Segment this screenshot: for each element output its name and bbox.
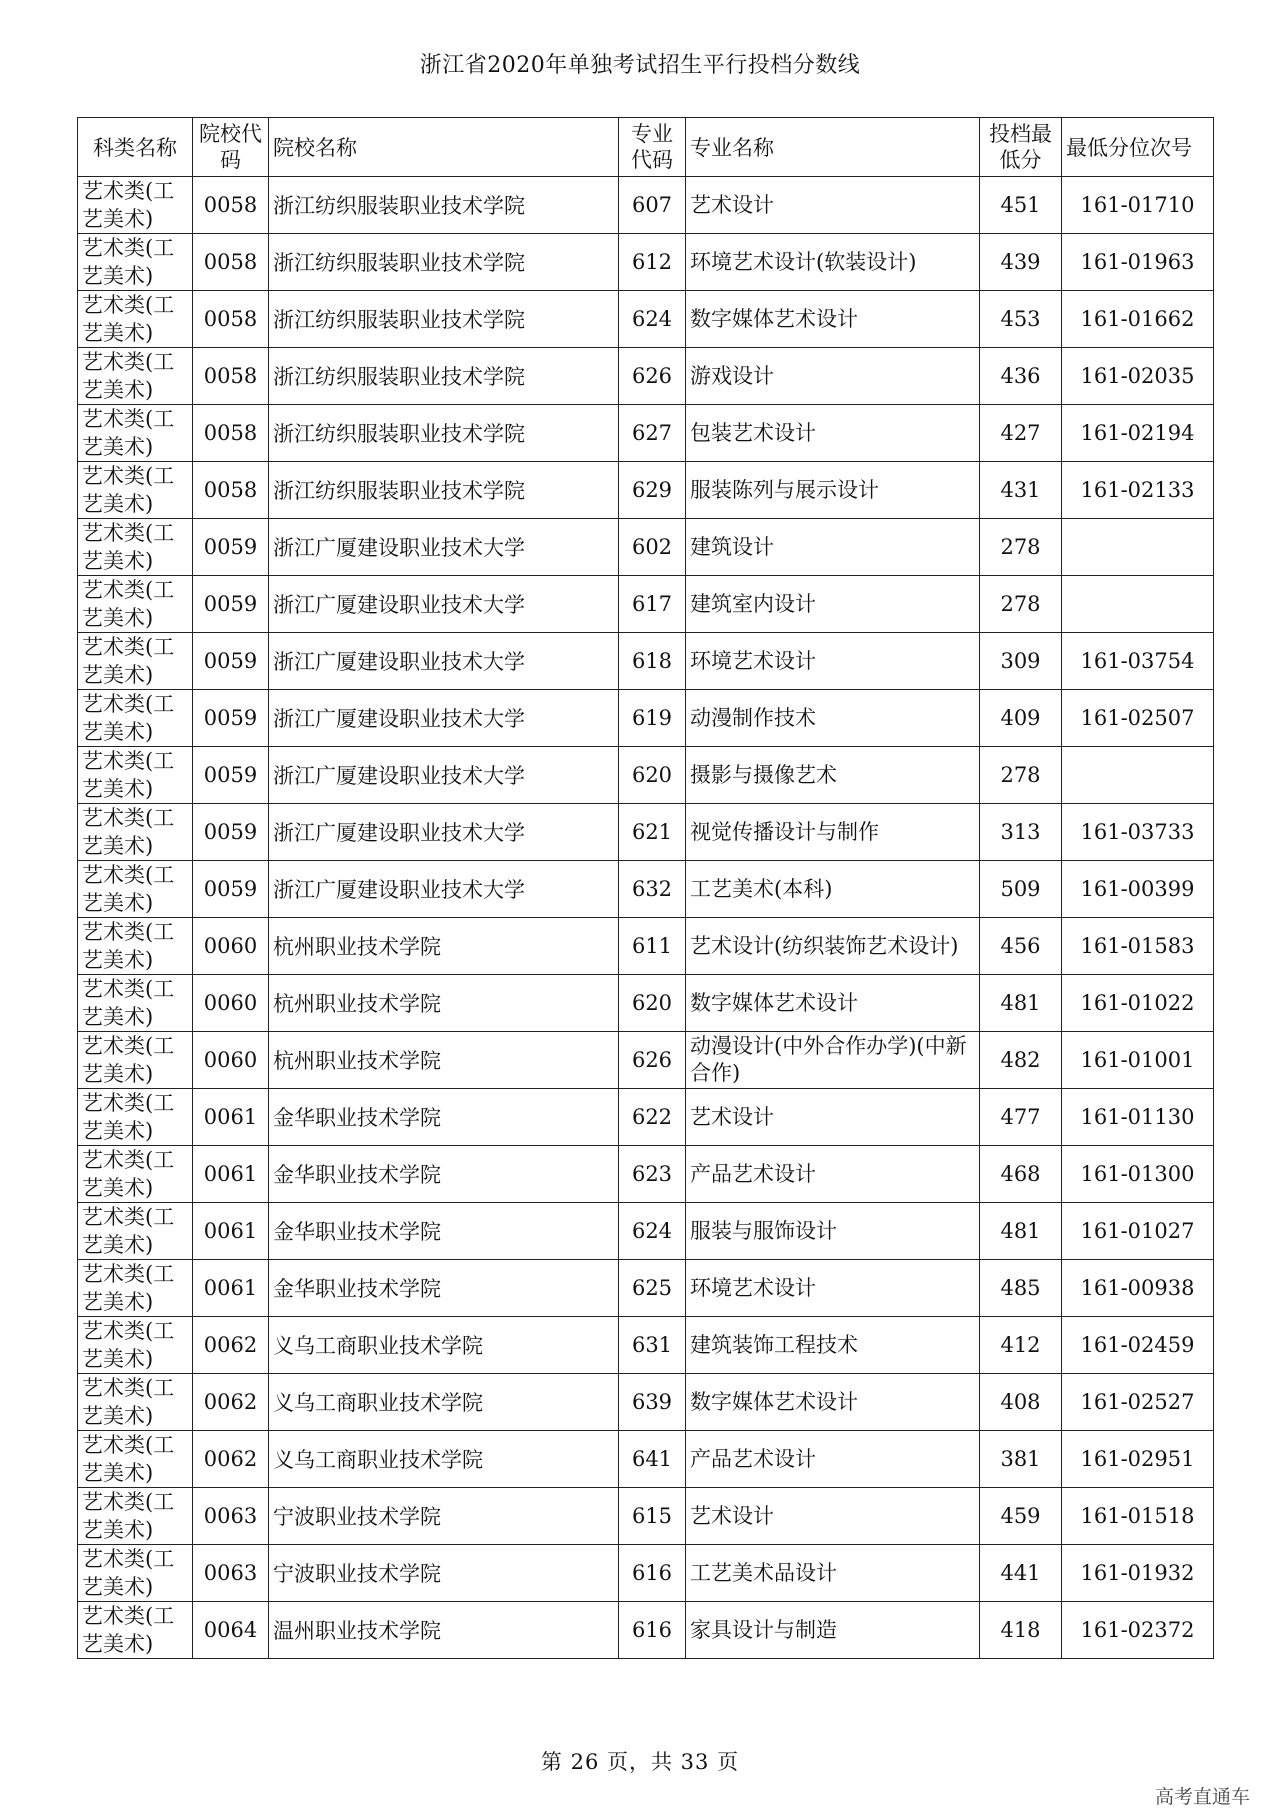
- cell-major-name: 游戏设计: [686, 348, 980, 405]
- cell-min-rank: 161-01130: [1062, 1089, 1214, 1146]
- cell-min-score: 477: [980, 1089, 1062, 1146]
- cell-min-rank: 161-02527: [1062, 1374, 1214, 1431]
- cell-school-name: 浙江纺织服装职业技术学院: [269, 234, 619, 291]
- cell-school-name: 义乌工商职业技术学院: [269, 1374, 619, 1431]
- cell-min-rank: [1062, 576, 1214, 633]
- cell-major-code: 621: [619, 804, 686, 861]
- cell-major-name: 艺术设计: [686, 1488, 980, 1545]
- cell-school-code: 0062: [193, 1374, 269, 1431]
- cell-min-rank: 161-03754: [1062, 633, 1214, 690]
- cell-min-rank: 161-00399: [1062, 861, 1214, 918]
- cell-school-code: 0059: [193, 804, 269, 861]
- cell-min-rank: [1062, 519, 1214, 576]
- cell-category: 艺术类(工艺美术): [78, 1032, 193, 1089]
- cell-min-score: 278: [980, 519, 1062, 576]
- cell-min-rank: 161-01932: [1062, 1545, 1214, 1602]
- table-row: [78, 633, 1214, 690]
- cell-category: 艺术类(工艺美术): [78, 177, 193, 234]
- page-footer: 第 26 页，共 33 页: [540, 1750, 740, 1774]
- cell-major-code: 611: [619, 918, 686, 975]
- table-row: [78, 1374, 1214, 1431]
- cell-min-score: 451: [980, 177, 1062, 234]
- cell-min-score: 436: [980, 348, 1062, 405]
- table-row: [78, 519, 1214, 576]
- cell-school-code: 0063: [193, 1545, 269, 1602]
- table-row: [78, 1089, 1214, 1146]
- table-row: [78, 1146, 1214, 1203]
- cell-category: 艺术类(工艺美术): [78, 576, 193, 633]
- table-row: [78, 1545, 1214, 1602]
- cell-min-rank: 161-00938: [1062, 1260, 1214, 1317]
- cell-major-name: 建筑装饰工程技术: [686, 1317, 980, 1374]
- cell-category: 艺术类(工艺美术): [78, 1545, 193, 1602]
- cell-min-score: 468: [980, 1146, 1062, 1203]
- cell-major-code: 623: [619, 1146, 686, 1203]
- cell-category: 艺术类(工艺美术): [78, 690, 193, 747]
- cell-min-rank: 161-01662: [1062, 291, 1214, 348]
- cell-school-code: 0058: [193, 291, 269, 348]
- cell-school-code: 0061: [193, 1203, 269, 1260]
- cell-school-code: 0063: [193, 1488, 269, 1545]
- cell-min-score: 408: [980, 1374, 1062, 1431]
- cell-min-score: 485: [980, 1260, 1062, 1317]
- cell-school-name: 杭州职业技术学院: [269, 918, 619, 975]
- cell-min-score: 509: [980, 861, 1062, 918]
- cell-major-code: 602: [619, 519, 686, 576]
- cell-major-code: 616: [619, 1602, 686, 1659]
- cell-major-name: 环境艺术设计: [686, 1260, 980, 1317]
- cell-major-code: 619: [619, 690, 686, 747]
- cell-school-name: 杭州职业技术学院: [269, 1032, 619, 1089]
- cell-major-name: 环境艺术设计: [686, 633, 980, 690]
- table-row: [78, 1317, 1214, 1374]
- cell-school-code: 0059: [193, 519, 269, 576]
- cell-category: 艺术类(工艺美术): [78, 1488, 193, 1545]
- cell-min-rank: 161-01583: [1062, 918, 1214, 975]
- cell-major-name: 视觉传播设计与制作: [686, 804, 980, 861]
- cell-major-code: 639: [619, 1374, 686, 1431]
- cell-min-rank: 161-01710: [1062, 177, 1214, 234]
- table-row: [78, 747, 1214, 804]
- cell-major-name: 工艺美术品设计: [686, 1545, 980, 1602]
- cell-major-name: 数字媒体艺术设计: [686, 975, 980, 1032]
- cell-min-rank: 161-02951: [1062, 1431, 1214, 1488]
- cell-school-name: 宁波职业技术学院: [269, 1545, 619, 1602]
- cell-school-code: 0059: [193, 633, 269, 690]
- cell-major-code: 622: [619, 1089, 686, 1146]
- cell-school-name: 浙江纺织服装职业技术学院: [269, 291, 619, 348]
- cell-major-code: 620: [619, 975, 686, 1032]
- cell-major-name: 动漫设计(中外合作办学)(中新合作): [686, 1032, 980, 1089]
- cell-school-name: 宁波职业技术学院: [269, 1488, 619, 1545]
- cell-major-code: 618: [619, 633, 686, 690]
- cell-category: 艺术类(工艺美术): [78, 861, 193, 918]
- cell-school-code: 0060: [193, 918, 269, 975]
- cell-school-name: 杭州职业技术学院: [269, 975, 619, 1032]
- cell-major-code: 624: [619, 291, 686, 348]
- table-header-row: [78, 118, 1214, 177]
- cell-category: 艺术类(工艺美术): [78, 1089, 193, 1146]
- cell-category: 艺术类(工艺美术): [78, 1374, 193, 1431]
- cell-school-code: 0058: [193, 405, 269, 462]
- cell-major-name: 艺术设计: [686, 1089, 980, 1146]
- cell-school-name: 浙江纺织服装职业技术学院: [269, 462, 619, 519]
- cell-min-score: 427: [980, 405, 1062, 462]
- cell-min-score: 456: [980, 918, 1062, 975]
- table-row: [78, 234, 1214, 291]
- cell-min-score: 278: [980, 576, 1062, 633]
- cell-category: 艺术类(工艺美术): [78, 1602, 193, 1659]
- cell-min-score: 418: [980, 1602, 1062, 1659]
- cell-min-rank: 161-01963: [1062, 234, 1214, 291]
- cell-major-name: 数字媒体艺术设计: [686, 291, 980, 348]
- table-body: [78, 177, 1214, 1659]
- cell-min-rank: 161-02194: [1062, 405, 1214, 462]
- cell-category: 艺术类(工艺美术): [78, 1203, 193, 1260]
- cell-major-code: 626: [619, 1032, 686, 1089]
- cell-school-code: 0058: [193, 348, 269, 405]
- cell-school-code: 0059: [193, 747, 269, 804]
- cell-category: 艺术类(工艺美术): [78, 234, 193, 291]
- cell-school-code: 0064: [193, 1602, 269, 1659]
- cell-major-name: 包装艺术设计: [686, 405, 980, 462]
- cell-major-code: 641: [619, 1431, 686, 1488]
- cell-school-name: 浙江广厦建设职业技术大学: [269, 747, 619, 804]
- cell-school-code: 0059: [193, 576, 269, 633]
- cell-min-score: 459: [980, 1488, 1062, 1545]
- cell-category: 艺术类(工艺美术): [78, 804, 193, 861]
- cell-school-code: 0062: [193, 1431, 269, 1488]
- cell-major-name: 家具设计与制造: [686, 1602, 980, 1659]
- cell-min-score: 439: [980, 234, 1062, 291]
- cell-major-code: 629: [619, 462, 686, 519]
- table-row: [78, 1488, 1214, 1545]
- table-row: [78, 1431, 1214, 1488]
- cell-min-rank: 161-02372: [1062, 1602, 1214, 1659]
- table-row: [78, 804, 1214, 861]
- cell-major-code: 631: [619, 1317, 686, 1374]
- cell-min-rank: 161-02133: [1062, 462, 1214, 519]
- cell-major-code: 607: [619, 177, 686, 234]
- table-row: [78, 690, 1214, 747]
- cell-school-name: 浙江广厦建设职业技术大学: [269, 861, 619, 918]
- cell-major-name: 艺术设计(纺织装饰艺术设计): [686, 918, 980, 975]
- page-title: 浙江省2020年单独考试招生平行投档分数线: [419, 53, 861, 78]
- cell-school-name: 温州职业技术学院: [269, 1602, 619, 1659]
- table-row: [78, 1260, 1214, 1317]
- cell-min-score: 481: [980, 975, 1062, 1032]
- table-row: [78, 576, 1214, 633]
- cell-major-name: 产品艺术设计: [686, 1146, 980, 1203]
- cell-category: 艺术类(工艺美术): [78, 633, 193, 690]
- table-row: [78, 918, 1214, 975]
- cell-school-code: 0058: [193, 177, 269, 234]
- header-school-code: 院校代码: [193, 118, 269, 177]
- cell-major-code: 616: [619, 1545, 686, 1602]
- cell-major-name: 建筑室内设计: [686, 576, 980, 633]
- cell-major-code: 617: [619, 576, 686, 633]
- header-min-score: 投档最低分: [980, 118, 1062, 177]
- cell-major-code: 612: [619, 234, 686, 291]
- cell-major-code: 632: [619, 861, 686, 918]
- cell-school-name: 浙江广厦建设职业技术大学: [269, 633, 619, 690]
- cell-school-code: 0059: [193, 861, 269, 918]
- cell-min-score: 381: [980, 1431, 1062, 1488]
- cell-school-code: 0062: [193, 1317, 269, 1374]
- cell-school-name: 浙江纺织服装职业技术学院: [269, 177, 619, 234]
- cell-school-name: 金华职业技术学院: [269, 1146, 619, 1203]
- cell-category: 艺术类(工艺美术): [78, 1260, 193, 1317]
- table-row: [78, 1203, 1214, 1260]
- cell-min-rank: 161-03733: [1062, 804, 1214, 861]
- cell-min-score: 409: [980, 690, 1062, 747]
- cell-min-score: 278: [980, 747, 1062, 804]
- score-table: [77, 117, 1214, 1659]
- cell-category: 艺术类(工艺美术): [78, 918, 193, 975]
- cell-category: 艺术类(工艺美术): [78, 1146, 193, 1203]
- cell-category: 艺术类(工艺美术): [78, 519, 193, 576]
- header-major-name: 专业名称: [686, 118, 980, 177]
- cell-school-name: 浙江纺织服装职业技术学院: [269, 348, 619, 405]
- cell-school-name: 金华职业技术学院: [269, 1260, 619, 1317]
- table-row: [78, 348, 1214, 405]
- cell-school-code: 0061: [193, 1146, 269, 1203]
- table-row: [78, 1602, 1214, 1659]
- table-row: [78, 405, 1214, 462]
- cell-major-name: 动漫制作技术: [686, 690, 980, 747]
- header-school-name: 院校名称: [269, 118, 619, 177]
- cell-min-rank: 161-02507: [1062, 690, 1214, 747]
- cell-min-rank: 161-02035: [1062, 348, 1214, 405]
- cell-major-code: 626: [619, 348, 686, 405]
- cell-min-rank: 161-01300: [1062, 1146, 1214, 1203]
- table-row: [78, 975, 1214, 1032]
- cell-school-code: 0058: [193, 234, 269, 291]
- cell-major-name: 服装陈列与展示设计: [686, 462, 980, 519]
- cell-min-rank: 161-02459: [1062, 1317, 1214, 1374]
- cell-major-code: 627: [619, 405, 686, 462]
- cell-major-name: 产品艺术设计: [686, 1431, 980, 1488]
- cell-category: 艺术类(工艺美术): [78, 462, 193, 519]
- cell-school-code: 0061: [193, 1089, 269, 1146]
- cell-major-name: 工艺美术(本科): [686, 861, 980, 918]
- cell-school-code: 0061: [193, 1260, 269, 1317]
- cell-category: 艺术类(工艺美术): [78, 747, 193, 804]
- header-category: 科类名称: [78, 118, 193, 177]
- cell-major-name: 数字媒体艺术设计: [686, 1374, 980, 1431]
- cell-min-score: 431: [980, 462, 1062, 519]
- table-row: [78, 462, 1214, 519]
- cell-category: 艺术类(工艺美术): [78, 975, 193, 1032]
- cell-min-score: 481: [980, 1203, 1062, 1260]
- header-min-rank: 最低分位次号: [1062, 118, 1214, 177]
- cell-major-code: 624: [619, 1203, 686, 1260]
- watermark-text: 高考直通车: [1154, 1786, 1250, 1808]
- cell-major-name: 艺术设计: [686, 177, 980, 234]
- table-row: [78, 291, 1214, 348]
- cell-school-code: 0060: [193, 975, 269, 1032]
- cell-school-name: 金华职业技术学院: [269, 1203, 619, 1260]
- cell-category: 艺术类(工艺美术): [78, 405, 193, 462]
- cell-school-name: 浙江广厦建设职业技术大学: [269, 519, 619, 576]
- cell-school-code: 0060: [193, 1032, 269, 1089]
- cell-min-rank: [1062, 747, 1214, 804]
- cell-category: 艺术类(工艺美术): [78, 1317, 193, 1374]
- cell-category: 艺术类(工艺美术): [78, 1431, 193, 1488]
- cell-min-score: 313: [980, 804, 1062, 861]
- cell-major-name: 环境艺术设计(软装设计): [686, 234, 980, 291]
- cell-min-rank: 161-01022: [1062, 975, 1214, 1032]
- cell-school-name: 浙江广厦建设职业技术大学: [269, 690, 619, 747]
- cell-major-code: 625: [619, 1260, 686, 1317]
- cell-major-name: 服装与服饰设计: [686, 1203, 980, 1260]
- cell-major-name: 摄影与摄像艺术: [686, 747, 980, 804]
- cell-school-name: 浙江广厦建设职业技术大学: [269, 576, 619, 633]
- cell-min-score: 309: [980, 633, 1062, 690]
- cell-min-score: 412: [980, 1317, 1062, 1374]
- cell-school-name: 金华职业技术学院: [269, 1089, 619, 1146]
- cell-major-code: 620: [619, 747, 686, 804]
- cell-min-rank: 161-01027: [1062, 1203, 1214, 1260]
- table-row: [78, 861, 1214, 918]
- cell-min-rank: 161-01001: [1062, 1032, 1214, 1089]
- cell-school-code: 0058: [193, 462, 269, 519]
- cell-min-score: 482: [980, 1032, 1062, 1089]
- cell-school-name: 义乌工商职业技术学院: [269, 1431, 619, 1488]
- cell-min-rank: 161-01518: [1062, 1488, 1214, 1545]
- cell-school-name: 浙江纺织服装职业技术学院: [269, 405, 619, 462]
- header-major-code: 专业代码: [619, 118, 686, 177]
- table-row: [78, 1032, 1214, 1089]
- cell-school-name: 浙江广厦建设职业技术大学: [269, 804, 619, 861]
- cell-major-code: 615: [619, 1488, 686, 1545]
- table-row: [78, 177, 1214, 234]
- cell-category: 艺术类(工艺美术): [78, 291, 193, 348]
- cell-min-score: 453: [980, 291, 1062, 348]
- cell-min-score: 441: [980, 1545, 1062, 1602]
- cell-category: 艺术类(工艺美术): [78, 348, 193, 405]
- cell-school-name: 义乌工商职业技术学院: [269, 1317, 619, 1374]
- cell-school-code: 0059: [193, 690, 269, 747]
- cell-major-name: 建筑设计: [686, 519, 980, 576]
